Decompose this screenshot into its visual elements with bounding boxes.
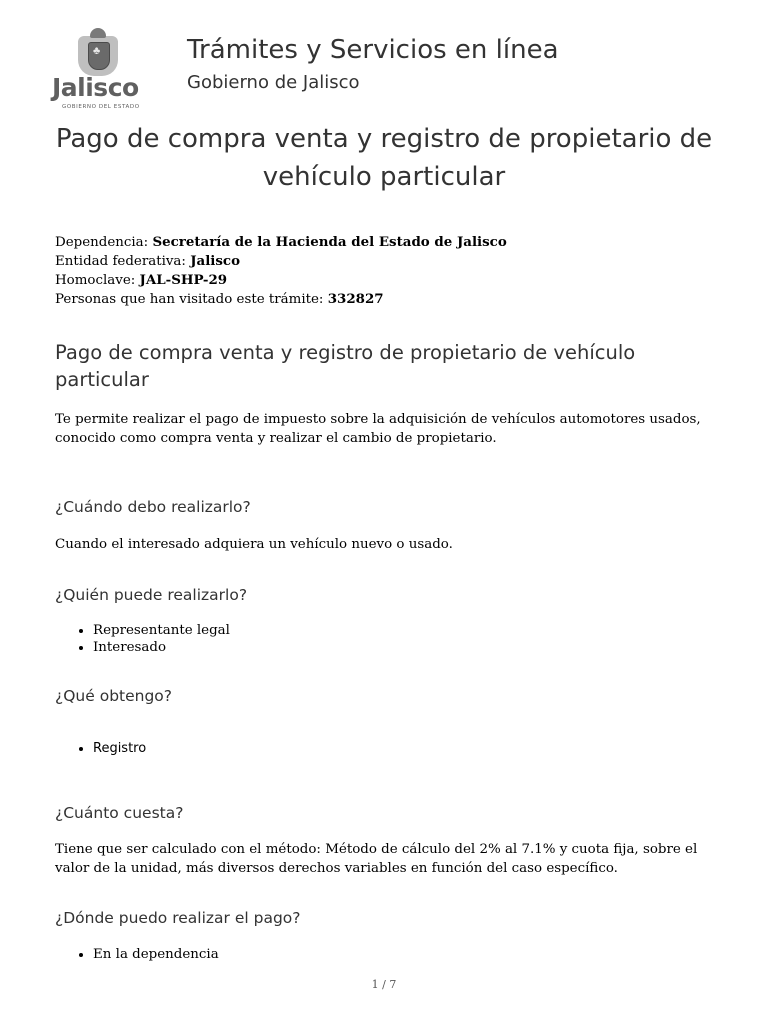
coat-of-arms-icon: ♣ (78, 28, 118, 78)
homoclave-label: Homoclave: (55, 273, 136, 288)
description-text: Te permite realizar el pago de impuesto sobre la adquisición de vehículos automotores usados, conocido como compra venta y realizar el cambio de propietario. (55, 412, 701, 446)
procedure-metadata (55, 233, 715, 309)
cuesta-heading: ¿Cuánto cuesta? (55, 804, 184, 822)
logo-wordmark: Jalisco (52, 73, 139, 102)
site-title: Trámites y Servicios en línea (187, 35, 559, 65)
obtengo-heading: ¿Qué obtengo? (55, 687, 173, 705)
page-header (0, 0, 768, 118)
list-item: • Interesado (93, 639, 230, 656)
homoclave-value: JAL-SHP-29 (139, 272, 228, 288)
page-number: 1 / 7 (371, 978, 397, 991)
quien-list (55, 622, 230, 656)
description-heading: Pago de compra venta y registro de propietario de vehículo particular (55, 341, 636, 391)
dependencia-row (55, 233, 715, 252)
site-subtitle: Gobierno de Jalisco (187, 72, 360, 93)
list-item: • En la dependencia (93, 946, 219, 963)
obtengo-list (55, 740, 146, 757)
homoclave-row (55, 271, 715, 290)
dependencia-label: Dependencia: (55, 235, 149, 250)
logo-subtitle: GOBIERNO DEL ESTADO (62, 104, 140, 110)
entidad-label: Entidad federativa: (55, 254, 186, 269)
cuando-heading: ¿Cuándo debo realizarlo? (55, 498, 251, 516)
donde-heading: ¿Dónde puedo realizar el pago? (55, 909, 301, 927)
dependencia-value: Secretaría de la Hacienda del Estado de Jalisco (152, 234, 507, 250)
cuando-text: Cuando el interesado adquiera un vehículo nuevo o usado. (55, 537, 453, 552)
jalisco-logo (52, 28, 148, 112)
page-title: Pago de compra venta y registro de propietario de vehículo particular (55, 124, 713, 192)
entidad-value: Jalisco (190, 253, 241, 269)
visitas-value: 332827 (327, 291, 384, 307)
entidad-row (55, 252, 715, 271)
donde-list (55, 946, 219, 963)
visitas-row (55, 290, 715, 309)
cuesta-text: Tiene que ser calculado con el método: Método de cálculo del 2% al 7.1% y cuota fija, sobre el valor de la unidad, más diversos derechos variables en función del caso específico. (55, 842, 698, 876)
list-item: • Registro (93, 740, 146, 757)
quien-heading: ¿Quién puede realizarlo? (55, 586, 248, 604)
visitas-label: Personas que han visitado este trámite: (55, 292, 324, 307)
list-item: • Representante legal (93, 622, 230, 639)
